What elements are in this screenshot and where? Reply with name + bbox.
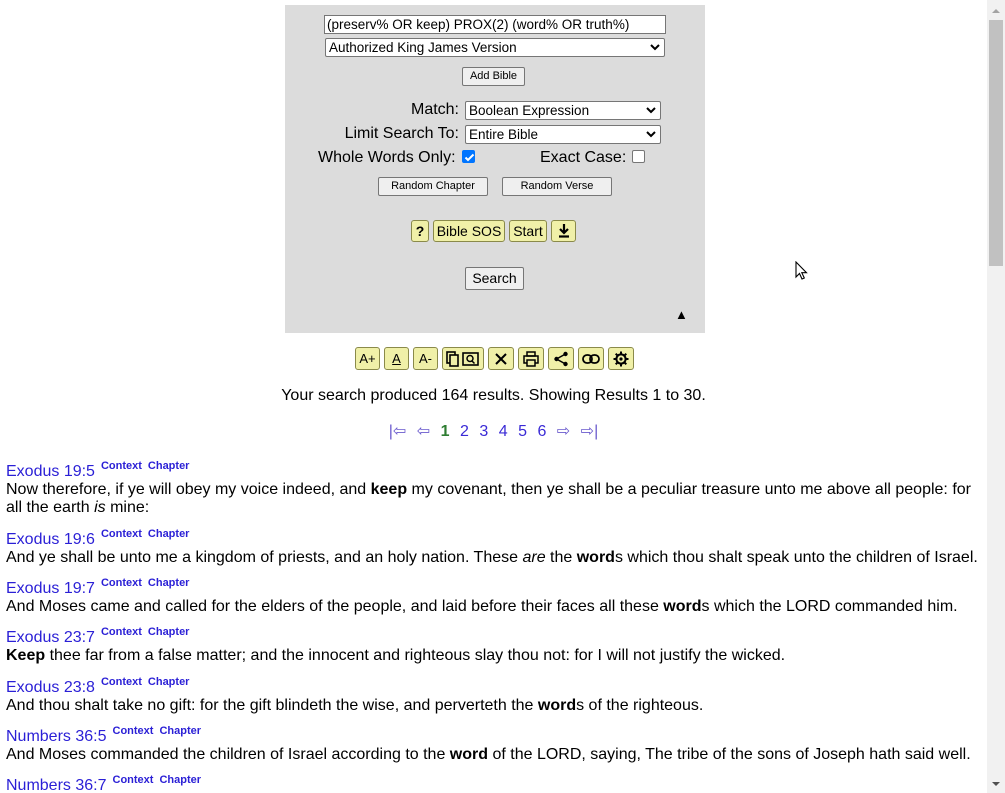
- verse-text-segment: are: [522, 549, 546, 566]
- highlighted-word: Keep: [6, 647, 46, 664]
- search-panel: [285, 5, 705, 333]
- scroll-up-icon[interactable]: [990, 6, 1002, 16]
- font-default-button[interactable]: [384, 347, 409, 370]
- chapter-link[interactable]: Chapter: [159, 774, 202, 786]
- verse-text-segment: of the LORD, saying, The tribe of the sons of Joseph hath said well.: [488, 746, 971, 763]
- pager-first[interactable]: |⇦: [388, 423, 407, 440]
- share-icon: [553, 351, 569, 367]
- pager-page-5[interactable]: 5: [518, 423, 527, 440]
- chapter-link[interactable]: Chapter: [147, 577, 190, 589]
- verse-text-segment: And Moses came and called for the elders of the people, and laid before their faces all these: [6, 598, 664, 615]
- pagination: [0, 422, 987, 441]
- context-link[interactable]: Context: [100, 577, 142, 589]
- exact-case-label: Exact Case:: [540, 149, 627, 166]
- match-label: Match:: [410, 101, 459, 118]
- context-link[interactable]: Context: [100, 676, 142, 688]
- download-icon: [557, 223, 571, 239]
- chapter-link[interactable]: Chapter: [159, 725, 202, 737]
- whole-words-label: Whole Words Only:: [318, 149, 456, 166]
- result-item: [6, 776, 981, 793]
- context-link[interactable]: Context: [100, 528, 142, 540]
- verse-text-segment: And Moses commanded the children of Israel according to the: [6, 746, 450, 763]
- chapter-link[interactable]: Chapter: [147, 460, 190, 472]
- add-bible-button[interactable]: Add Bible: [462, 67, 525, 86]
- bible-version-select[interactable]: [325, 38, 665, 57]
- exact-case-checkbox[interactable]: [632, 150, 645, 163]
- verse-text-segment: thee far from a false matter; and the innocent and righteous slay thou not: for I will not justify the wicked.: [45, 647, 786, 664]
- download-button[interactable]: [551, 220, 576, 242]
- search-button[interactable]: Search: [465, 267, 524, 290]
- pager-prev[interactable]: ⇦: [416, 423, 431, 440]
- highlighted-word: keep: [370, 481, 408, 498]
- collapse-panel-icon[interactable]: ▲: [675, 307, 688, 322]
- verse-reference-link[interactable]: Numbers 36:7: [6, 777, 107, 793]
- font-increase-button[interactable]: [355, 347, 380, 370]
- highlighted-word: word: [537, 697, 577, 714]
- match-value: Boolean Expression: [469, 103, 590, 118]
- link-icon: [582, 353, 600, 365]
- mouse-cursor-icon: [795, 261, 809, 281]
- search-query-input[interactable]: (preserv% OR keep) PROX(2) (word% OR truth%): [324, 15, 666, 34]
- limit-search-select[interactable]: [465, 125, 661, 144]
- font-increase-label: A+: [359, 351, 376, 366]
- limit-search-value: Entire Bible: [469, 127, 539, 142]
- highlighted-word: word: [449, 746, 489, 763]
- pager-page-2[interactable]: 2: [460, 423, 469, 440]
- context-link[interactable]: Context: [112, 774, 154, 786]
- match-select[interactable]: [465, 101, 661, 120]
- verse-text-segment: my covenant, then ye shall be a peculiar treasure unto me above all people: for all the earth: [6, 481, 971, 516]
- random-verse-button[interactable]: Random Verse: [502, 177, 612, 196]
- verse-text: [6, 647, 981, 665]
- verse-text: [6, 481, 981, 517]
- print-button[interactable]: [518, 347, 544, 370]
- verse-text-segment: s of the righteous.: [576, 697, 704, 714]
- font-decrease-label: A-: [419, 351, 432, 366]
- result-item: [6, 579, 981, 616]
- verse-text: [6, 549, 981, 567]
- chapter-link[interactable]: Chapter: [147, 626, 190, 638]
- chevron-down-icon: [645, 103, 657, 117]
- random-chapter-button[interactable]: Random Chapter: [378, 177, 488, 196]
- verse-text-segment: the: [545, 549, 577, 566]
- pager-page-3[interactable]: 3: [479, 423, 489, 440]
- result-summary: Your search produced 164 results. Showing Results 1 to 30.: [281, 387, 706, 404]
- verse-text-segment: s which thou shalt speak unto the children of Israel.: [614, 549, 978, 566]
- result-item: [6, 727, 981, 764]
- print-icon: [523, 351, 539, 367]
- whole-words-checkbox[interactable]: [462, 150, 475, 163]
- chevron-down-icon: [649, 40, 661, 54]
- verse-text-segment: Now therefore, if ye will obey my voice indeed, and: [6, 481, 371, 498]
- highlighted-word: word: [663, 598, 702, 615]
- verse-text: [6, 598, 981, 616]
- verse-text-segment: And ye shall be unto me a kingdom of priests, and an holy nation. These: [6, 549, 523, 566]
- context-link[interactable]: Context: [100, 626, 142, 638]
- pager-next[interactable]: ⇨: [556, 423, 571, 440]
- verse-reference-link[interactable]: Exodus 23:7: [6, 629, 95, 646]
- highlighted-word: word: [576, 549, 615, 566]
- scrollbar-thumb[interactable]: [989, 20, 1003, 266]
- checkmark-icon: [463, 151, 476, 164]
- chapter-link[interactable]: Chapter: [147, 676, 190, 688]
- pager-last[interactable]: ⇨|: [580, 423, 599, 440]
- start-button[interactable]: Start: [509, 220, 547, 242]
- bible-version-value: Authorized King James Version: [329, 40, 517, 55]
- context-link[interactable]: Context: [100, 460, 142, 472]
- context-link[interactable]: Context: [112, 725, 154, 737]
- bible-sos-button[interactable]: Bible SOS: [433, 220, 505, 242]
- pager-page-1[interactable]: 1: [440, 423, 450, 440]
- scroll-down-icon[interactable]: [990, 779, 1002, 789]
- copy-preview-icon: [446, 351, 480, 367]
- limit-search-label: Limit Search To:: [344, 125, 459, 142]
- result-item: [6, 462, 981, 517]
- chevron-down-icon: [645, 127, 657, 141]
- verse-text-segment: mine:: [105, 499, 150, 516]
- clear-button[interactable]: [488, 347, 514, 370]
- result-item: [6, 530, 981, 567]
- font-default-label: A: [392, 351, 401, 366]
- chapter-link[interactable]: Chapter: [147, 528, 190, 540]
- close-icon: [494, 352, 508, 366]
- pager-page-4[interactable]: 4: [498, 423, 508, 440]
- verse-reference-link[interactable]: Exodus 19:7: [6, 580, 95, 597]
- font-decrease-button[interactable]: [413, 347, 438, 370]
- copy-preview-button[interactable]: [442, 347, 484, 370]
- link-button[interactable]: [578, 347, 604, 370]
- verse-reference-link[interactable]: Numbers 36:5: [6, 728, 107, 745]
- pager-page-6[interactable]: 6: [537, 423, 547, 440]
- verse-reference-link[interactable]: Exodus 19:5: [6, 463, 95, 480]
- share-button[interactable]: [548, 347, 574, 370]
- result-item: [6, 678, 981, 715]
- verse-reference-link[interactable]: Exodus 23:8: [6, 679, 95, 696]
- result-item: [6, 628, 981, 665]
- verse-text-segment: And thou shalt take no gift: for the gift blindeth the wise, and perverteth the: [6, 697, 538, 714]
- gear-icon: [613, 351, 629, 367]
- verse-text: [6, 746, 981, 764]
- settings-button[interactable]: [608, 347, 634, 370]
- verse-text-segment: is: [94, 499, 106, 516]
- verse-text: [6, 697, 981, 715]
- verse-reference-link[interactable]: Exodus 19:6: [6, 531, 95, 548]
- help-button[interactable]: ?: [411, 220, 429, 242]
- verse-text-segment: s which the LORD commanded him.: [701, 598, 958, 615]
